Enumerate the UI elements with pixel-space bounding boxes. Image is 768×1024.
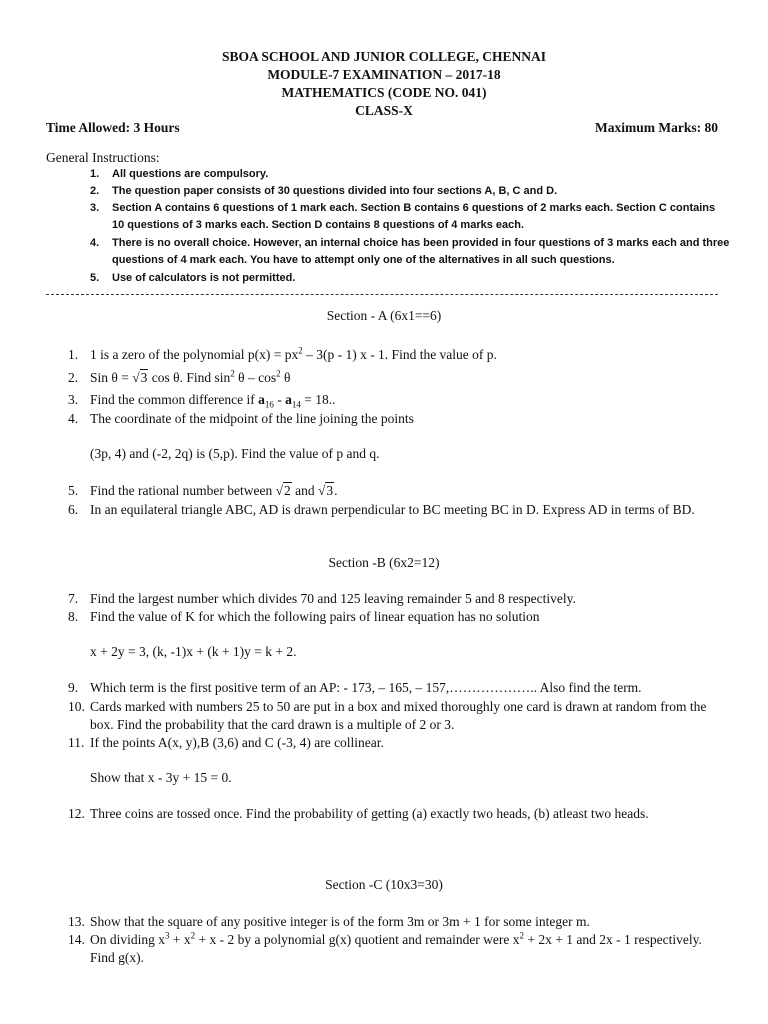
time-allowed: Time Allowed: 3 Hours — [46, 120, 180, 135]
question-8: 8. Find the value of K for which the following pairs of linear equation has no solution — [68, 609, 540, 624]
question-12: 12. Three coins are tossed once. Find the probability of getting (a) exactly two heads, (b) atleast two heads. — [68, 806, 649, 821]
question-8-continued: x + 2y = 3, (k, -1)x + (k + 1)y = k + 2. — [90, 644, 297, 659]
question-11: 11. If the points A(x, y),B (3,6) and C (-3, 4) are collinear. — [68, 735, 384, 750]
exam-title: MODULE-7 EXAMINATION – 2017-18 — [267, 67, 501, 82]
section-b-heading: Section -B (6x2=12) — [328, 555, 440, 570]
question-4-continued: (3p, 4) and (-2, 2q) is (5,p). Find the value of p and q. — [90, 446, 380, 461]
instructions-heading: General Instructions: — [46, 150, 160, 165]
sqrt-3: 3 — [140, 370, 148, 385]
sqrt-3: 3 — [326, 483, 334, 498]
question-5: 5. Find the rational number between √2 and √3. — [68, 483, 338, 498]
instruction-item: 3. Section A contains 6 questions of 1 mark each. Section B contains 6 questions of 2 marks each. Section C contains 10 questions of 3 marks each. Section D contains 8 questions of 4 marks each. — [90, 202, 716, 231]
dashed-divider — [46, 294, 718, 295]
question-6: 6. In an equilateral triangle ABC, AD is drawn perpendicular to BC meeting BC in D. Express AD in terms of BD. — [68, 502, 695, 517]
question-2: 2. Sin θ = √3 cos θ. Find $\sin^2 \theta - \cos^2 \theta$ — [68, 368, 291, 385]
time-marks-row — [46, 120, 718, 136]
school-name: SBOA SCHOOL AND JUNIOR COLLEGE, CHENNAI — [221, 49, 547, 64]
class-title: CLASS-X — [355, 103, 413, 118]
section-c-heading: Section -C (10x3=30) — [325, 877, 443, 892]
question-13: 13. Show that the square of any positive integer is of the form 3m or 3m + 1 for some integer m. — [68, 914, 590, 929]
question-10: 10. Cards marked with numbers 25 to 50 are put in a box and mixed thoroughly one card is drawn at random from the box. Find the probability that the card drawn is a multiple of 2 or 3. — [68, 699, 707, 732]
section-a-heading: Section - A (6x1==6) — [326, 308, 442, 323]
question-3: 3. Find the common difference if $a_{16} - a_{14} = 18$.. — [68, 392, 336, 410]
instruction-item: 2. The question paper consists of 30 questions divided into four sections A, B, C and D. — [90, 185, 558, 197]
question-11-continued: Show that x - 3y + 15 = 0. — [90, 770, 232, 785]
instruction-item: 5. Use of calculators is not permitted. — [90, 272, 296, 284]
question-4: 4. The coordinate of the midpoint of the line joining the points — [68, 411, 414, 426]
instruction-item: 1. All questions are compulsory. — [90, 168, 269, 180]
subject-title: MATHEMATICS (CODE NO. 041) — [281, 85, 487, 100]
maximum-marks: Maximum Marks: 80 — [595, 120, 718, 135]
question-7: 7. Find the largest number which divides 70 and 125 leaving remainder 5 and 8 respectively. — [68, 591, 576, 606]
question-9: 9. Which term is the first positive term of an AP: - 173, – 165, – 157,……………….. Also find the term. — [68, 680, 642, 695]
sqrt-2: 2 — [284, 483, 291, 498]
instruction-item: 4. There is no overall choice. However, an internal choice has been provided in four questions of 3 marks each and three questions of 4 mark each. You have to attempt only one of the alternatives in all such questions. — [90, 237, 730, 266]
question-14: 14. On dividing $x^3 + x^2 + x - 2$ by a polynomial g(x) quotient and remainder were $x^2 + 2x + 1$ and 2x - 1 respectively. Find g(x). — [68, 930, 702, 965]
question-1: 1. 1 is a zero of the polynomial $p(x) = px^2 - 3(p - 1)$ x - 1. Find the value of p. — [68, 345, 497, 362]
